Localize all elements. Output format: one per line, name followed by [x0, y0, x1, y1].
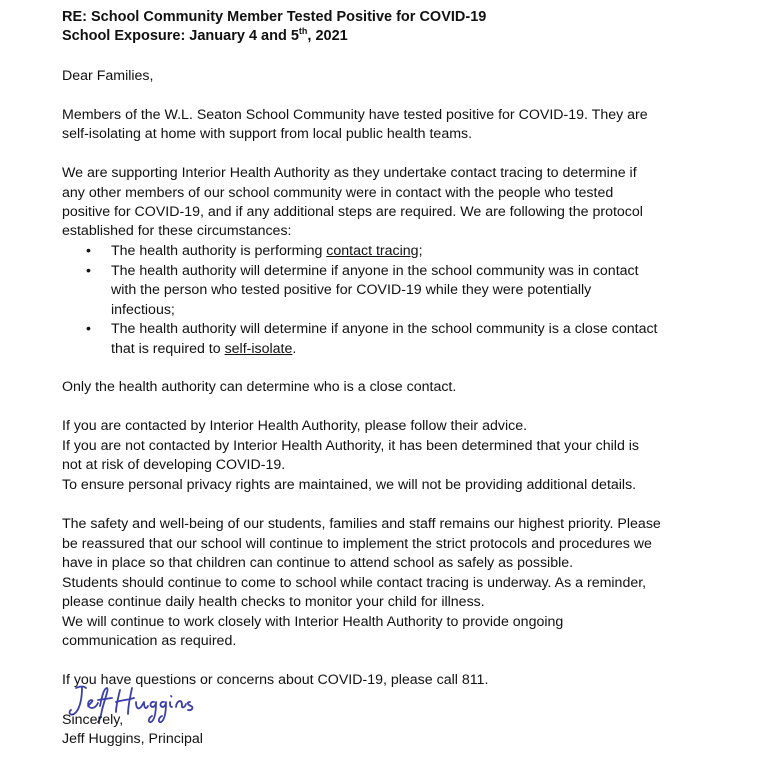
bullet-item-2-cont: infectious; — [111, 302, 175, 318]
bullet-item-1 — [111, 242, 423, 262]
para2-line: any other members of our school community were in contact with the people who tested — [62, 185, 614, 201]
bullet3-end: . — [292, 341, 297, 357]
bullet3-text: that is required to — [111, 341, 225, 357]
self-isolate-link[interactable]: self-isolate — [224, 341, 293, 357]
greeting: Dear Families, — [62, 68, 154, 84]
para4-line: have in place so that children can continue to attend school as safely as possible. — [62, 555, 574, 571]
para1-line: self-isolating at home with support from local public health teams. — [62, 126, 473, 142]
bullet-marker: • — [86, 243, 91, 259]
para2-line: established for these circumstances: — [62, 223, 292, 239]
contact-tracing-link[interactable]: contact tracing — [326, 243, 419, 259]
para4-line: The safety and well-being of our students, families and staff remains our highest priority. Please — [62, 516, 661, 532]
para4-line: please continue daily health checks to monitor your child for illness. — [62, 594, 485, 610]
bullet-marker: • — [86, 321, 91, 337]
para2-line: positive for COVID-19, and if any additional steps are required. We are following the protocol — [62, 204, 643, 220]
bullet-item-3: The health authority will determine if anyone in the school community is a close contact — [111, 321, 658, 337]
close-contact-line: Only the health authority can determine who is a close contact. — [62, 379, 457, 395]
questions-line: If you have questions or concerns about COVID-19, please call 811. — [62, 672, 489, 688]
signer-line: Jeff Huggins, Principal — [62, 731, 203, 747]
para4-line: We will continue to work closely with Interior Health Authority to provide ongoing — [62, 614, 564, 630]
bullet-item-2-cont: with the person who tested positive for COVID-19 while they were potentially — [111, 282, 592, 298]
exposure-prefix: School Exposure: January 4 and 5 — [62, 28, 299, 44]
closing-line: Sincerely, — [62, 712, 124, 728]
para3-line: To ensure personal privacy rights are maintained, we will not be providing additional details. — [62, 477, 637, 493]
exposure-suffix: , 2021 — [307, 28, 348, 44]
para3-line: not at risk of developing COVID-19. — [62, 457, 286, 473]
para2-line: We are supporting Interior Health Authority as they undertake contact tracing to determine if — [62, 165, 637, 181]
para4-line: communication as required. — [62, 633, 237, 649]
exposure-line — [62, 27, 348, 47]
subject-line: RE: School Community Member Tested Positive for COVID-19 — [62, 9, 487, 25]
para4-line: be reassured that our school will continue to implement the strict protocols and procedures we — [62, 536, 652, 552]
bullet1-text: The health authority is performing — [111, 243, 327, 259]
bullet1-end: ; — [418, 243, 423, 259]
bullet-item-3-cont — [111, 340, 296, 360]
bullet-marker: • — [86, 263, 91, 279]
bullet-item-2: The health authority will determine if anyone in the school community was in contact — [111, 263, 639, 279]
para4-line: Students should continue to come to school while contact tracing is underway. As a reminder, — [62, 575, 647, 591]
para3-line: If you are contacted by Interior Health Authority, please follow their advice. — [62, 418, 528, 434]
exposure-sup: th — [298, 26, 308, 37]
para1-line: Members of the W.L. Seaton School Community have tested positive for COVID-19. They are — [62, 107, 648, 123]
para3-line: If you are not contacted by Interior Health Authority, it has been determined that your child is — [62, 438, 640, 454]
